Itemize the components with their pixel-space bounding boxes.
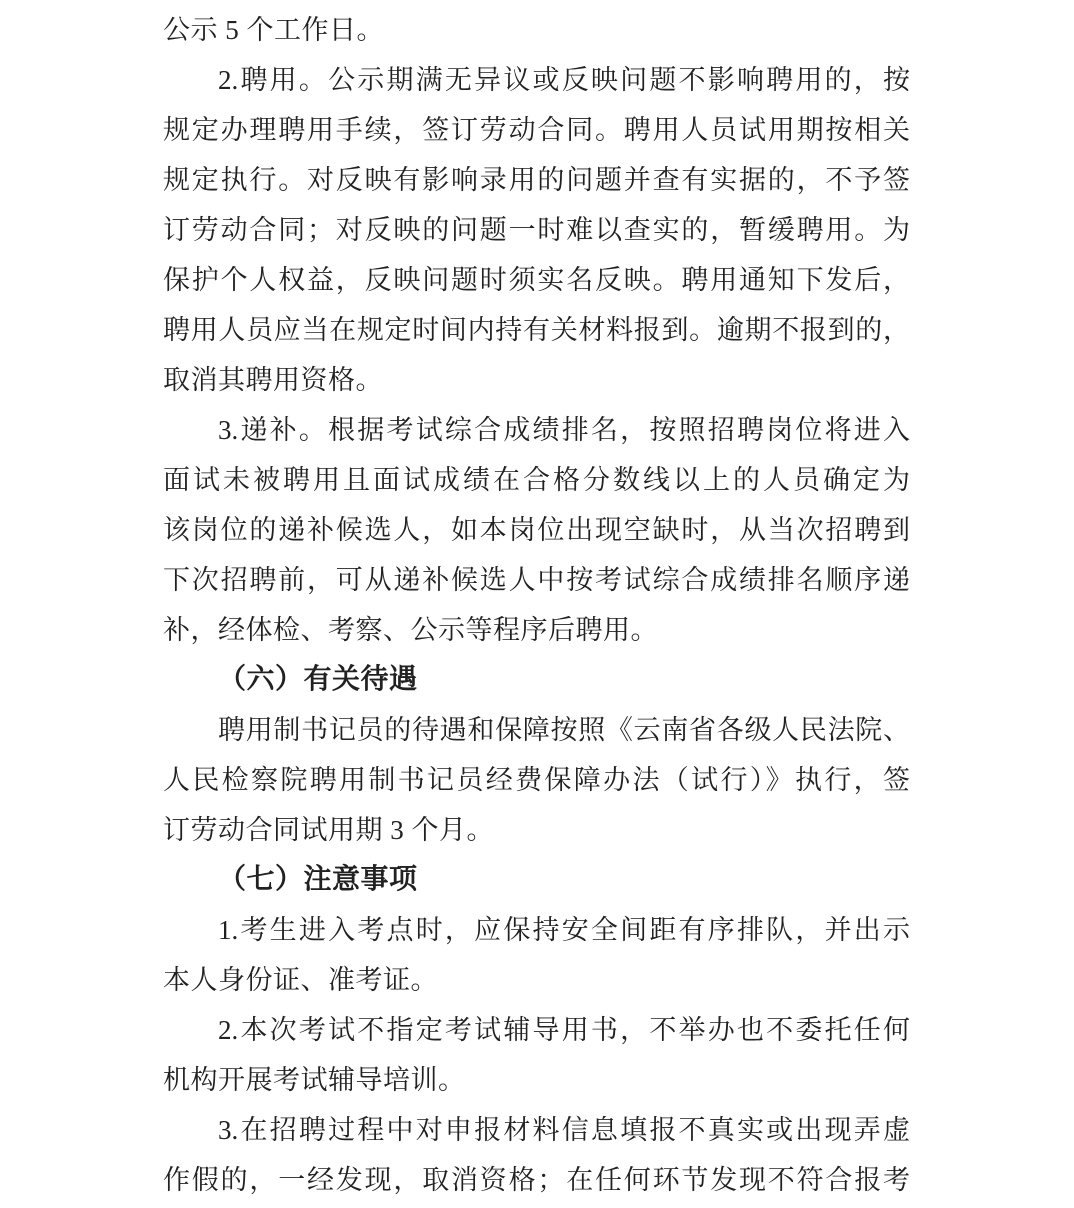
text-line: 2.聘用。公示期满无异议或反映问题不影响聘用的，按	[218, 65, 910, 95]
section-heading-benefits: （六）有关待遇	[218, 664, 418, 695]
text-line: 补，经体检、考察、公示等程序后聘用。	[163, 615, 658, 645]
text-line: 机构开展考试辅导培训。	[163, 1065, 466, 1095]
text-line: 下次招聘前，可从递补候选人中按考试综合成绩排名顺序递	[163, 565, 910, 595]
text-line: 保护个人权益，反映问题时须实名反映。聘用通知下发后，	[163, 265, 910, 295]
text-line: 本人身份证、准考证。	[163, 965, 438, 995]
text-line: 人民检察院聘用制书记员经费保障办法（试行）》执行，签	[163, 765, 910, 795]
section-heading-notes: （七）注意事项	[218, 864, 418, 895]
text-line: 订劳动合同试用期 3 个月。	[163, 815, 494, 845]
text-line: 订劳动合同；对反映的问题一时难以查实的，暂缓聘用。为	[163, 215, 910, 245]
text-line: 聘用人员应当在规定时间内持有关材料报到。逾期不报到的，	[163, 315, 910, 345]
text-line: 2.本次考试不指定考试辅导用书，不举办也不委托任何	[218, 1015, 910, 1045]
document-text-column	[163, 5, 910, 1205]
text-line: 1.考生进入考点时，应保持安全间距有序排队，并出示	[218, 915, 910, 945]
text-line: 该岗位的递补候选人，如本岗位出现空缺时，从当次招聘到	[163, 515, 910, 545]
text-line: 作假的，一经发现，取消资格；在任何环节发现不符合报考	[163, 1165, 910, 1195]
text-line: 聘用制书记员的待遇和保障按照《云南省各级人民法院、	[218, 715, 910, 745]
text-line: 取消其聘用资格。	[163, 365, 383, 395]
text-line: 3.在招聘过程中对申报材料信息填报不真实或出现弄虚	[218, 1115, 910, 1145]
text-line: 3.递补。根据考试综合成绩排名，按照招聘岗位将进入	[218, 415, 910, 445]
text-line: 公示 5 个工作日。	[163, 15, 384, 45]
text-line: 面试未被聘用且面试成绩在合格分数线以上的人员确定为	[163, 465, 910, 495]
text-line: 规定办理聘用手续，签订劳动合同。聘用人员试用期按相关	[163, 115, 910, 145]
text-line: 规定执行。对反映有影响录用的问题并查有实据的，不予签	[163, 165, 910, 195]
